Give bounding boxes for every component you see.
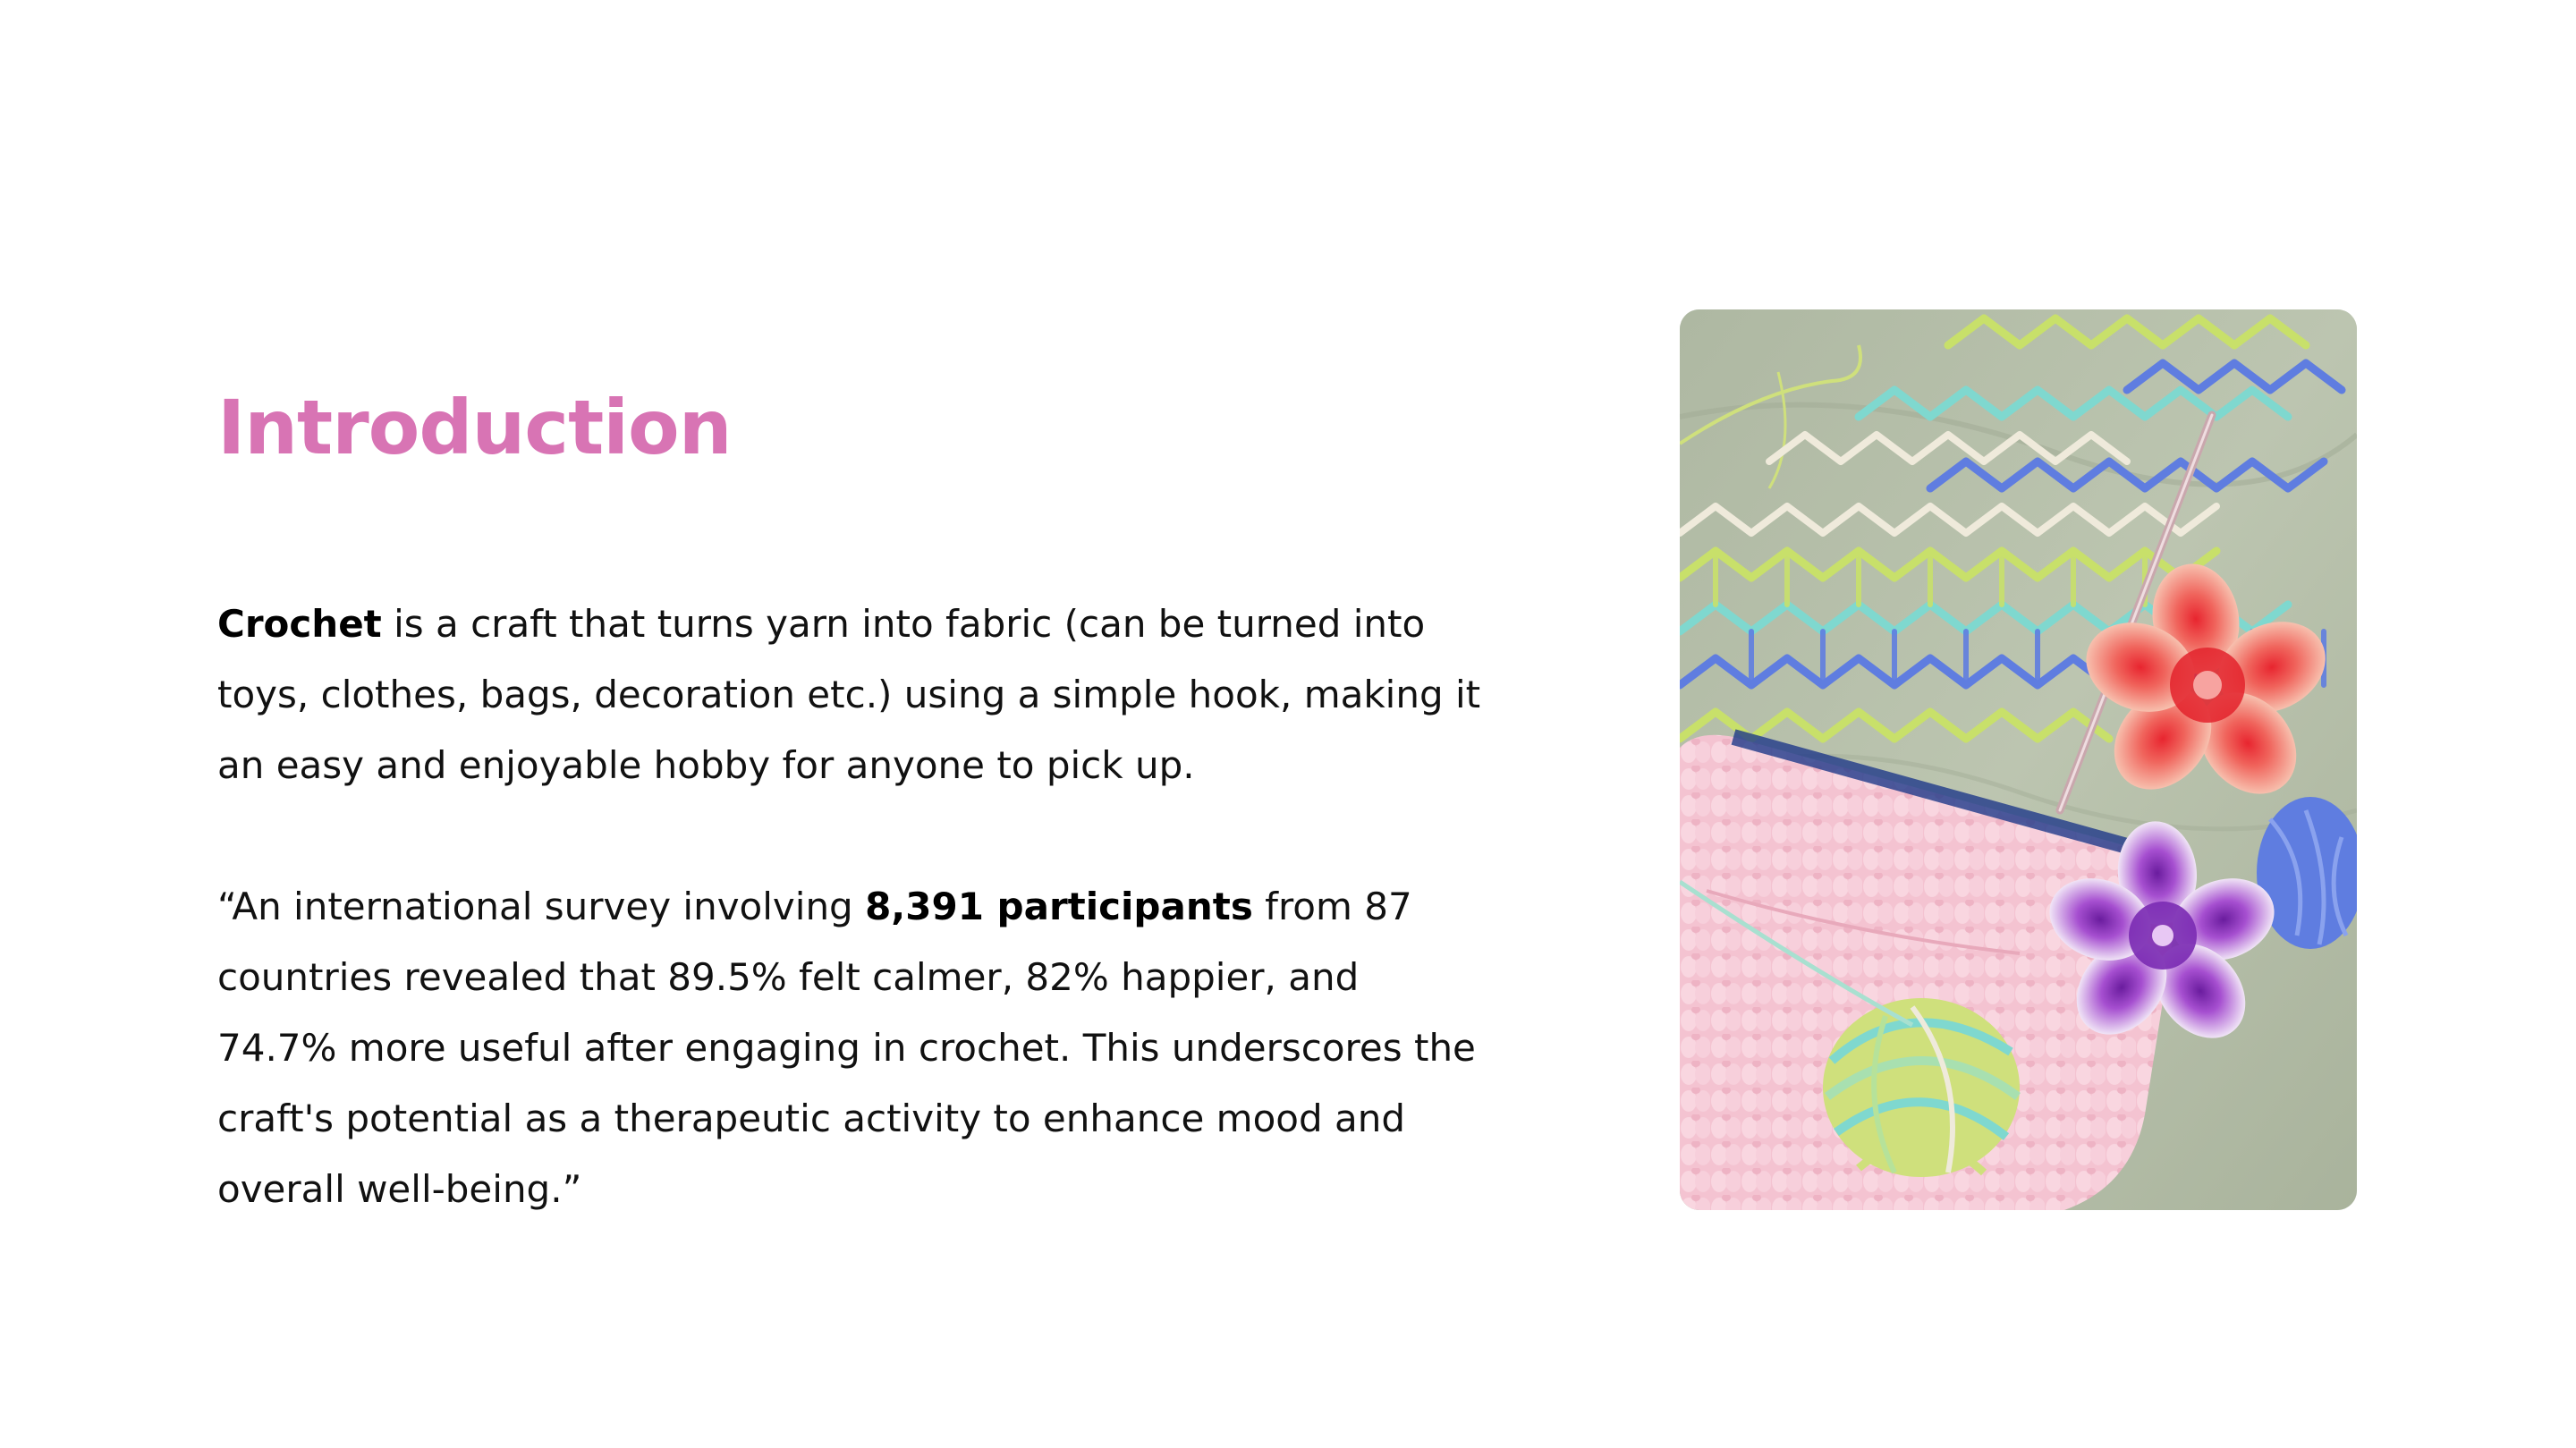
- page-title: Introduction: [217, 384, 732, 471]
- paragraph-intro: [217, 589, 1487, 800]
- paragraph-quote: [217, 871, 1487, 1224]
- crochet-photo: [1680, 309, 2357, 1210]
- intro-text: is a craft that turns yarn into fabric (can be turned into toys, clothes, bags, decoration etc.) using a simple hook, making it an easy and enjoyable hobby for anyone to pick up.: [217, 602, 1481, 787]
- quote-text-end: from 87 countries revealed that 89.5% felt calmer, 82% happier, and 74.7% more useful after engaging in crochet. This underscores the craft's potential as a therapeutic activity to enhance mood and overall well-being.”: [217, 885, 1476, 1211]
- quote-text-start: “An international survey involving: [217, 885, 866, 928]
- body-text: [217, 589, 1487, 1224]
- participants-bold: 8,391 participants: [865, 885, 1253, 928]
- crochet-bold: Crochet: [217, 602, 382, 646]
